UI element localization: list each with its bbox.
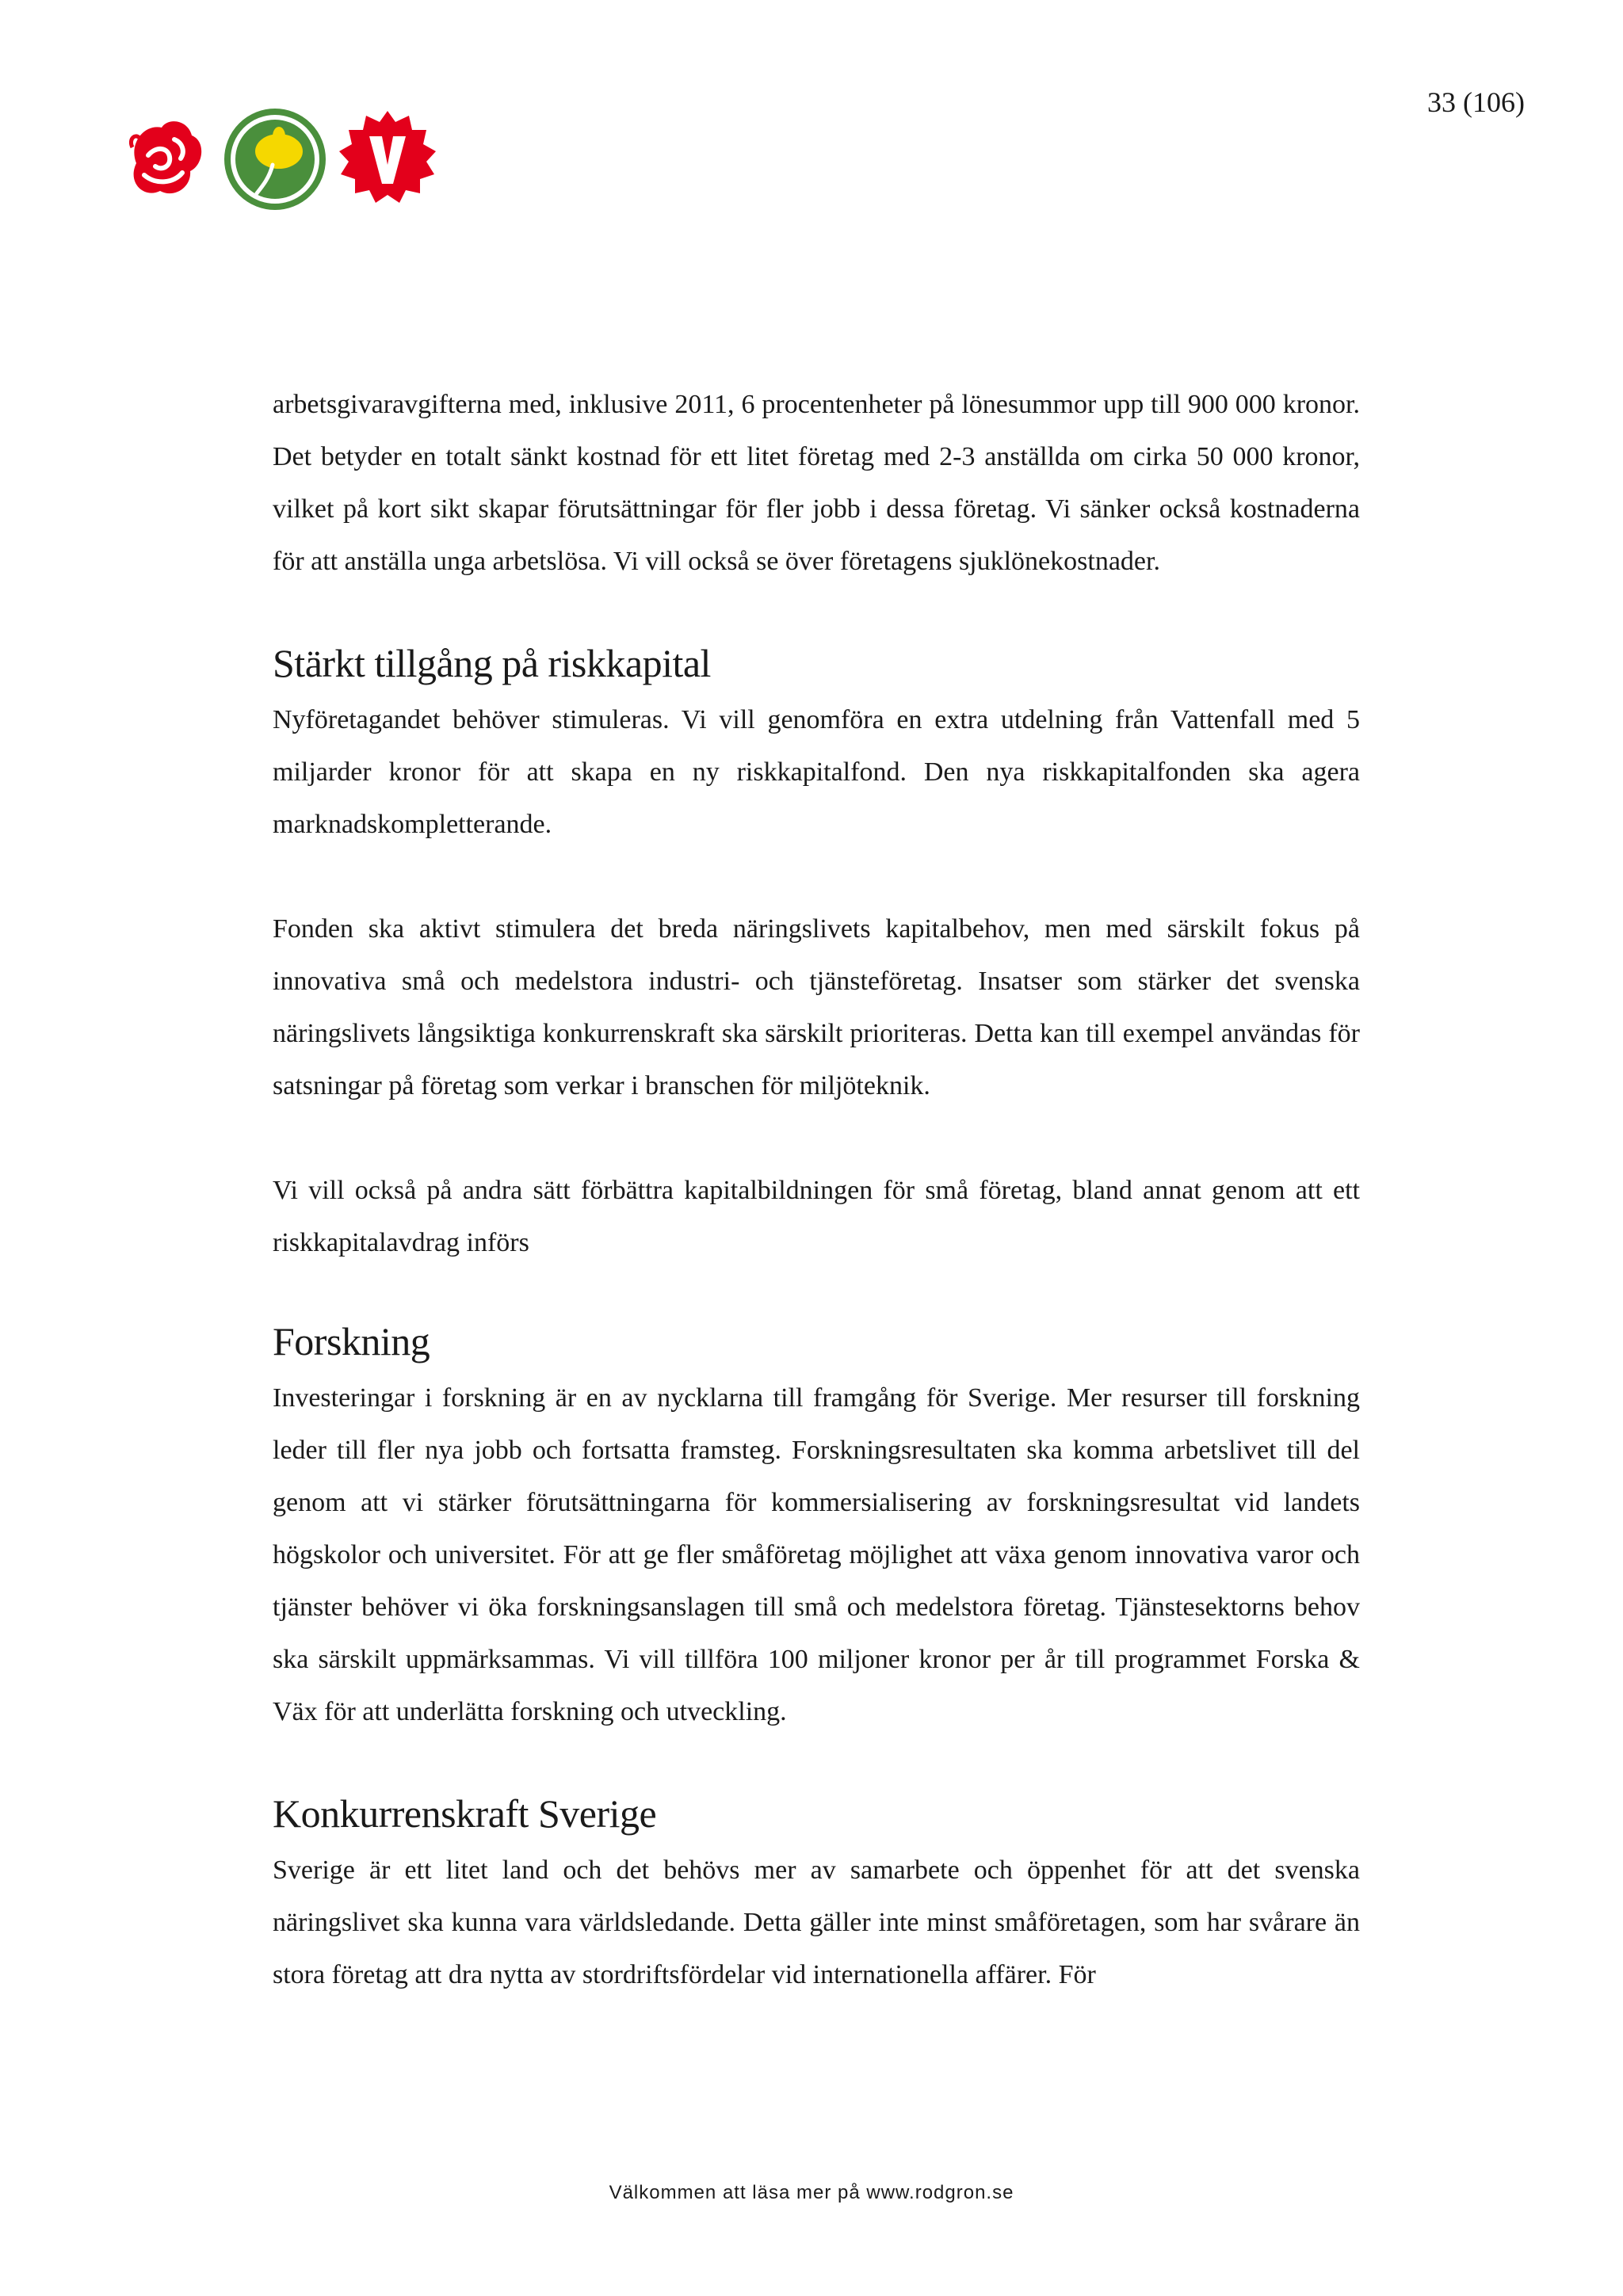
section-heading-forskning: Forskning — [273, 1319, 430, 1363]
vansterpartiet-v-logo — [336, 108, 439, 211]
konkurrenskraft-paragraph-1: Sverige är ett litet land och det behövs mer av samarbete och öppenhet för att det svenska näringslivet ska kunna vara världsledande. Detta gäller inte minst småföretagen, som har svårare än stora företag att dra nytta av stordriftsfördelar vid internationella affärer. För — [273, 1855, 1360, 1989]
riskkapital-paragraph-1: Nyföretagandet behöver stimuleras. Vi vill genomföra en extra utdelning från Vattenfall med 5 miljarder kronor för att skapa en ny riskkapitalfond. Den nya riskkapitalfonden ska agera marknadskompletterande. — [273, 705, 1360, 839]
socialdemokraterna-rose-logo — [113, 108, 216, 211]
main-content — [273, 379, 1360, 2001]
riskkapital-paragraph-3: Vi vill också på andra sätt förbättra kapitalbildningen för små företag, bland annat genom att ett riskkapitalavdrag införs — [273, 1176, 1360, 1257]
intro-paragraph: arbetsgivaravgifterna med, inklusive 2011, 6 procentenheter på lönesummor upp till 900 000 kronor. Det betyder en totalt sänkt kostnad för ett litet företag med 2-3 anställda om cirka 50 000 kronor, vilket på kort sikt skapar förutsättningar för fler jobb i dessa företag. Vi sänker också kostnaderna för att anställa unga arbetslösa. Vi vill också se över företagens sjuklönekostnader. — [273, 390, 1360, 576]
section-heading-riskkapital: Stärkt tillgång på riskkapital — [273, 641, 711, 685]
miljopartiet-dandelion-logo — [223, 108, 327, 211]
forskning-paragraph-1: Investeringar i forskning är en av nycklarna till framgång för Sverige. Mer resurser till forskning leder till fler nya jobb och fortsatta framsteg. Forskningsresultaten ska komma arbetslivet till del genom att vi stärker förutsättningarna för kommersialisering av forskningsresultat vid landets högskolor och universitet. För att ge fler småföretag möjlighet att växa genom innovativa varor och tjänster behöver vi öka forskningsanslagen till små och medelstora företag. Tjänstesektorns behov ska särskilt uppmärksammas. Vi vill tillföra 100 miljoner kronor per år till programmet Forska & Väx för att underlätta forskning och utveckling. — [273, 1383, 1360, 1726]
footer-text: Välkommen att läsa mer på www.rodgron.se — [609, 2182, 1014, 2203]
riskkapital-paragraph-2: Fonden ska aktivt stimulera det breda näringslivets kapitalbehov, men med särskilt fokus på innovativa små och medelstora industri- och tjänsteföretag. Insatser som stärker det svenska näringslivets långsiktiga konkurrenskraft ska särskilt prioriteras. Detta kan till exempel användas för satsningar på företag som verkar i branschen för miljöteknik. — [273, 914, 1360, 1100]
section-heading-konkurrenskraft: Konkurrenskraft Sverige — [273, 1791, 657, 1836]
page-number: 33 (106) — [1427, 86, 1525, 118]
